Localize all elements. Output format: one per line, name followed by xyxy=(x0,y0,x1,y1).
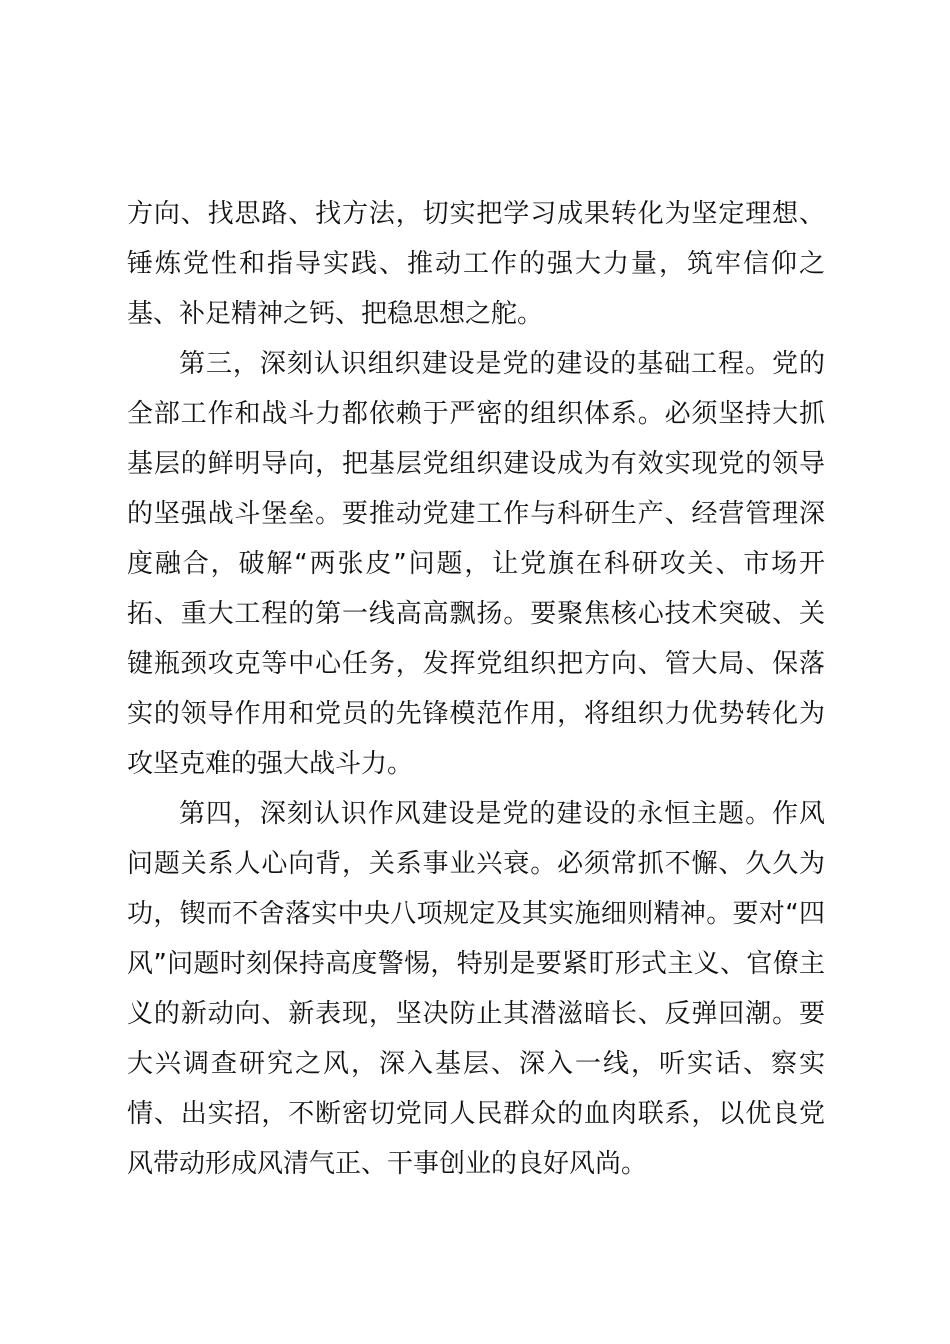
paragraph-work-style-building: 第四，深刻认识作风建设是党的建设的永恒主题。作风问题关系人心向背，关系事业兴衰。必须常抓不懈、久久为功，锲而不舍落实中央八项规定及其实施细则精神。要对“四风”问题时刻保持高度警惕，特别是要紧盯形式主义、官僚主义的新动向、新表现，坚决防止其潜滋暗长、反弹回潮。要大兴调查研究之风，深入基层、深入一线，听实话、察实情、出实招，不断密切党同人民群众的血肉联系，以优良党风带动形成风清气正、干事创业的良好风尚。 xyxy=(127,799,825,1179)
paragraph-organization-building: 第三，深刻认识组织建设是党的建设的基础工程。党的全部工作和战斗力都依赖于严密的组织体系。必须坚持大抓基层的鲜明导向，把基层党组织建设成为有效实现党的领导的坚强战斗堡垒。要推动党建工作与科研生产、经营管理深度融合，破解“两张皮”问题，让党旗在科研攻关、市场开拓、重大工程的第一线高高飘扬。要聚焦核心技术突破、关键瓶颈攻克等中心任务，发挥党组织把方向、管大局、保落实的领导作用和党员的先锋模范作用，将组织力优势转化为攻坚克难的强大战斗力。 xyxy=(127,349,825,779)
paragraph-continuation: 方向、找思路、找方法，切实把学习成果转化为坚定理想、锤炼党性和指导实践、推动工作的强大力量，筑牢信仰之基、补足精神之钙、把稳思想之舵。 xyxy=(127,199,825,329)
body-text xyxy=(127,189,825,1189)
